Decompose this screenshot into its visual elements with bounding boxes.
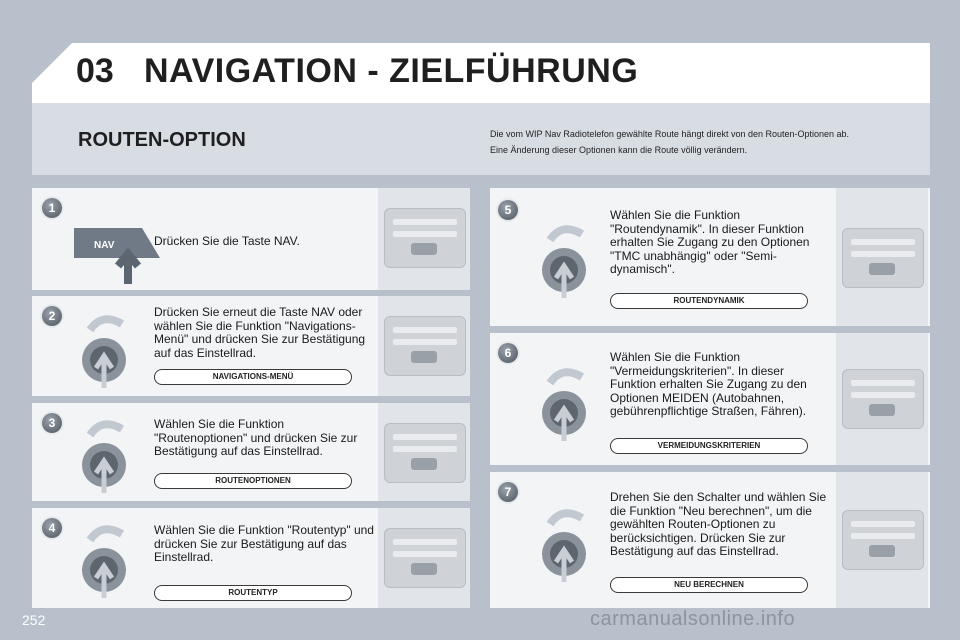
- watermark: carmanualsonline.info: [590, 608, 796, 630]
- nav-button-icon: [72, 218, 162, 288]
- section-title: ROUTEN-OPTION: [78, 129, 246, 151]
- radio-illustration: [836, 188, 928, 326]
- rotary-knob-icon: [536, 502, 596, 584]
- step-2: [32, 296, 470, 396]
- radio-illustration: [836, 472, 928, 608]
- step-2-text: Drücken Sie erneut die Taste NAV oder wählen Sie die Funktion "Navigations-Menü" und drücken Sie zur Bestätigung auf das Einstellrad.: [154, 305, 366, 360]
- step-4-text: Wählen Sie die Funktion "Routentyp" und drücken Sie zur Bestätigung auf das Einstellrad.: [154, 523, 374, 564]
- step-3: [32, 403, 470, 501]
- rotary-knob-icon: [76, 413, 136, 495]
- step-6: [490, 333, 930, 465]
- menu-label-pill: ROUTENTYP: [154, 585, 352, 601]
- page-number: 252: [22, 612, 46, 628]
- step-number-badge: 5: [498, 200, 518, 220]
- step-4: [32, 508, 470, 608]
- rotary-knob-icon: [536, 218, 596, 300]
- step-7: [490, 472, 930, 608]
- step-number-badge: 3: [42, 413, 62, 433]
- step-3-text: Wählen Sie die Funktion "Routenoptionen" und drücken Sie zur Bestätigung auf das Einstellrad.: [154, 417, 358, 458]
- step-1-text: Drücken Sie die Taste NAV.: [154, 234, 300, 248]
- intro-line-2: Eine Änderung dieser Optionen kann die Route völlig verändern.: [490, 145, 748, 155]
- menu-label-pill: NEU BERECHNEN: [610, 577, 808, 593]
- step-5: [490, 188, 930, 326]
- menu-label-pill: NAVIGATIONS-MENÜ: [154, 369, 352, 385]
- page-title: NAVIGATION - ZIELFÜHRUNG: [144, 52, 639, 90]
- rotary-knob-icon: [76, 308, 136, 390]
- rotary-knob-icon: [536, 361, 596, 443]
- step-5-text: Wählen Sie die Funktion "Routendynamik". In dieser Funktion erhalten Sie Zugang zu den Optionen "TMC unabhängig" oder "Semi-dynamisch".: [610, 208, 810, 276]
- step-1: [32, 188, 470, 290]
- radio-illustration: [378, 508, 470, 608]
- radio-illustration: [378, 188, 470, 290]
- step-number-badge: 7: [498, 482, 518, 502]
- rotary-knob-icon: [76, 518, 136, 600]
- chapter-number: 03: [76, 52, 114, 90]
- menu-label-pill: VERMEIDUNGSKRITERIEN: [610, 438, 808, 454]
- step-6-text: Wählen Sie die Funktion "Vermeidungskriterien". In dieser Funktion erhalten Sie Zugang zu den Optionen MEIDEN (Autobahnen, gebührenpflichtige Straßen, Fähren).: [610, 350, 807, 418]
- step-number-badge: 2: [42, 306, 62, 326]
- intro-line-1: Die vom WIP Nav Radiotelefon gewählte Route hängt direkt von den Routen-Optionen ab.: [490, 129, 850, 139]
- radio-illustration: [378, 403, 470, 501]
- menu-label-pill: ROUTENOPTIONEN: [154, 473, 352, 489]
- step-number-badge: 6: [498, 343, 518, 363]
- nav-button-label: NAV: [94, 240, 115, 251]
- step-number-badge: 4: [42, 518, 62, 538]
- radio-illustration: [378, 296, 470, 396]
- step-7-text: Drehen Sie den Schalter und wählen Sie die Funktion "Neu berechnen", um die gewählten Routen-Optionen zu berücksichtigen. Drücken Sie zur Bestätigung auf das Einstellrad.: [610, 490, 827, 558]
- menu-label-pill: ROUTENDYNAMIK: [610, 293, 808, 309]
- radio-illustration: [836, 333, 928, 465]
- step-number-badge: 1: [42, 198, 62, 218]
- intro-text: [490, 126, 920, 158]
